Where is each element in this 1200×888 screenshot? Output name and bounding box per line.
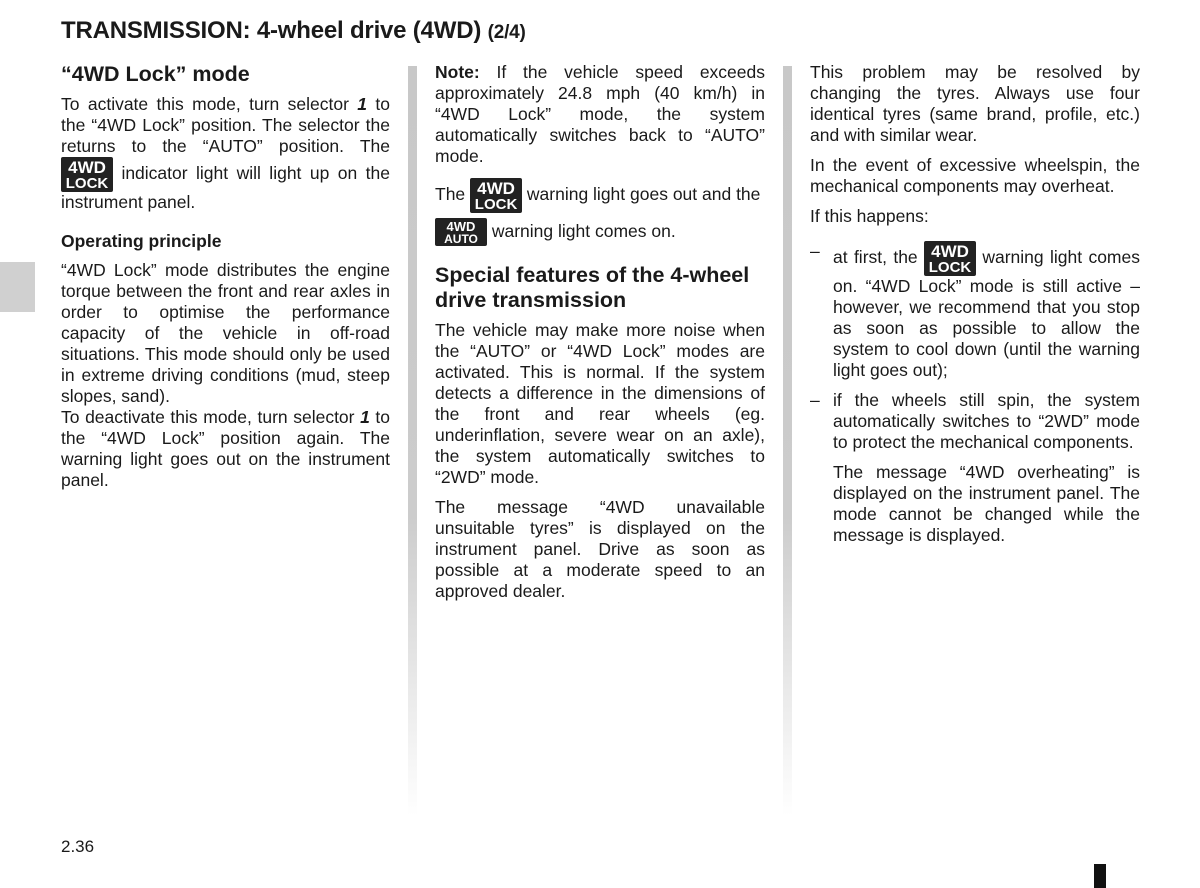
section-heading-special-features: Special features of the 4-wheel drive transmission (435, 262, 750, 312)
note-paragraph: Note: If the vehicle speed exceeds approximately 24.8 mph (40 km/h) in “4WD Lock” mode, the system automatically switches back to “AUTO” mode. (435, 62, 765, 166)
paragraph: If this happens: (810, 206, 929, 226)
paragraph: The vehicle may make more noise when the “AUTO” or “4WD Lock” modes are activated. This is normal. If the system detects a difference in the dimensions of the front and rear wheels (eg. underinflation, severe wear on an axle), the system automatically switches to “2WD” mode. (435, 319, 765, 487)
page-title: TRANSMISSION: 4-wheel drive (4WD) (2/4) (61, 17, 526, 44)
paragraph: This problem may be resolved by changing the tyres. Always use four identical tyres (same brand, profile, etc.) and with similar wear. (810, 62, 1140, 145)
column-separator (408, 66, 417, 816)
paragraph: To activate this mode, turn selector 1 to the “4WD Lock” position. The selector the returns to the “AUTO” position. The 4WD LOCK indicator light will light up on the instrument panel. (61, 94, 390, 212)
page-part: (2/4) (487, 22, 526, 43)
section-end-marker (1094, 864, 1106, 888)
chapter-tab (0, 262, 35, 312)
4wd-lock-icon: 4WD LOCK (61, 157, 113, 192)
paragraph: “4WD Lock” mode distributes the engine torque between the front and rear axles in order to optimise the performance capacity of the vehicle in off-road situations. This mode should only be used in extreme driving conditions (mud, steep slopes, sand). (61, 260, 390, 406)
column-left (61, 62, 390, 500)
section-heading-4wd-lock: “4WD Lock” mode (61, 62, 250, 86)
note-label: Note: (435, 62, 480, 82)
selector-ref: 1 (357, 94, 368, 114)
column-middle (435, 62, 765, 611)
page-number: 2.36 (61, 837, 95, 856)
4wd-lock-icon: 4WD LOCK (470, 178, 522, 213)
subheading-operating-principle: Operating principle (61, 231, 222, 251)
paragraph: The message “4WD overheating” is displayed on the instrument panel. The mode cannot be changed while the message is displayed. (833, 462, 1140, 545)
warning-paragraph: The 4WD LOCK warning light goes out and the 4WD AUTO warning light comes on. (435, 178, 761, 247)
column-right (810, 62, 1140, 555)
list-item: – at first, the 4WD LOCK warning light comes on. “4WD Lock” mode is still active – however, we recommend that you stop as soon as possible to allow the system to cool down (until the warning light goes out); (810, 241, 1140, 380)
list-item: – if the wheels still spin, the system automatically switches to “2WD” mode to protect the mechanical components. (810, 390, 1140, 452)
4wd-lock-icon: 4WD LOCK (924, 241, 976, 276)
paragraph: In the event of excessive wheelspin, the mechanical components may overheat. (810, 155, 1140, 196)
4wd-auto-icon: 4WD AUTO (435, 218, 487, 246)
paragraph: To deactivate this mode, turn selector 1 to the “4WD Lock” position again. The warning light goes out on the instrument panel. (61, 407, 390, 490)
selector-ref: 1 (360, 407, 370, 427)
paragraph: The message “4WD unavailable unsuitable tyres” is displayed on the instrument panel. Drive as soon as possible at a moderate speed to an approved dealer. (435, 496, 765, 601)
dash-list (810, 241, 1140, 453)
column-separator (783, 66, 792, 816)
